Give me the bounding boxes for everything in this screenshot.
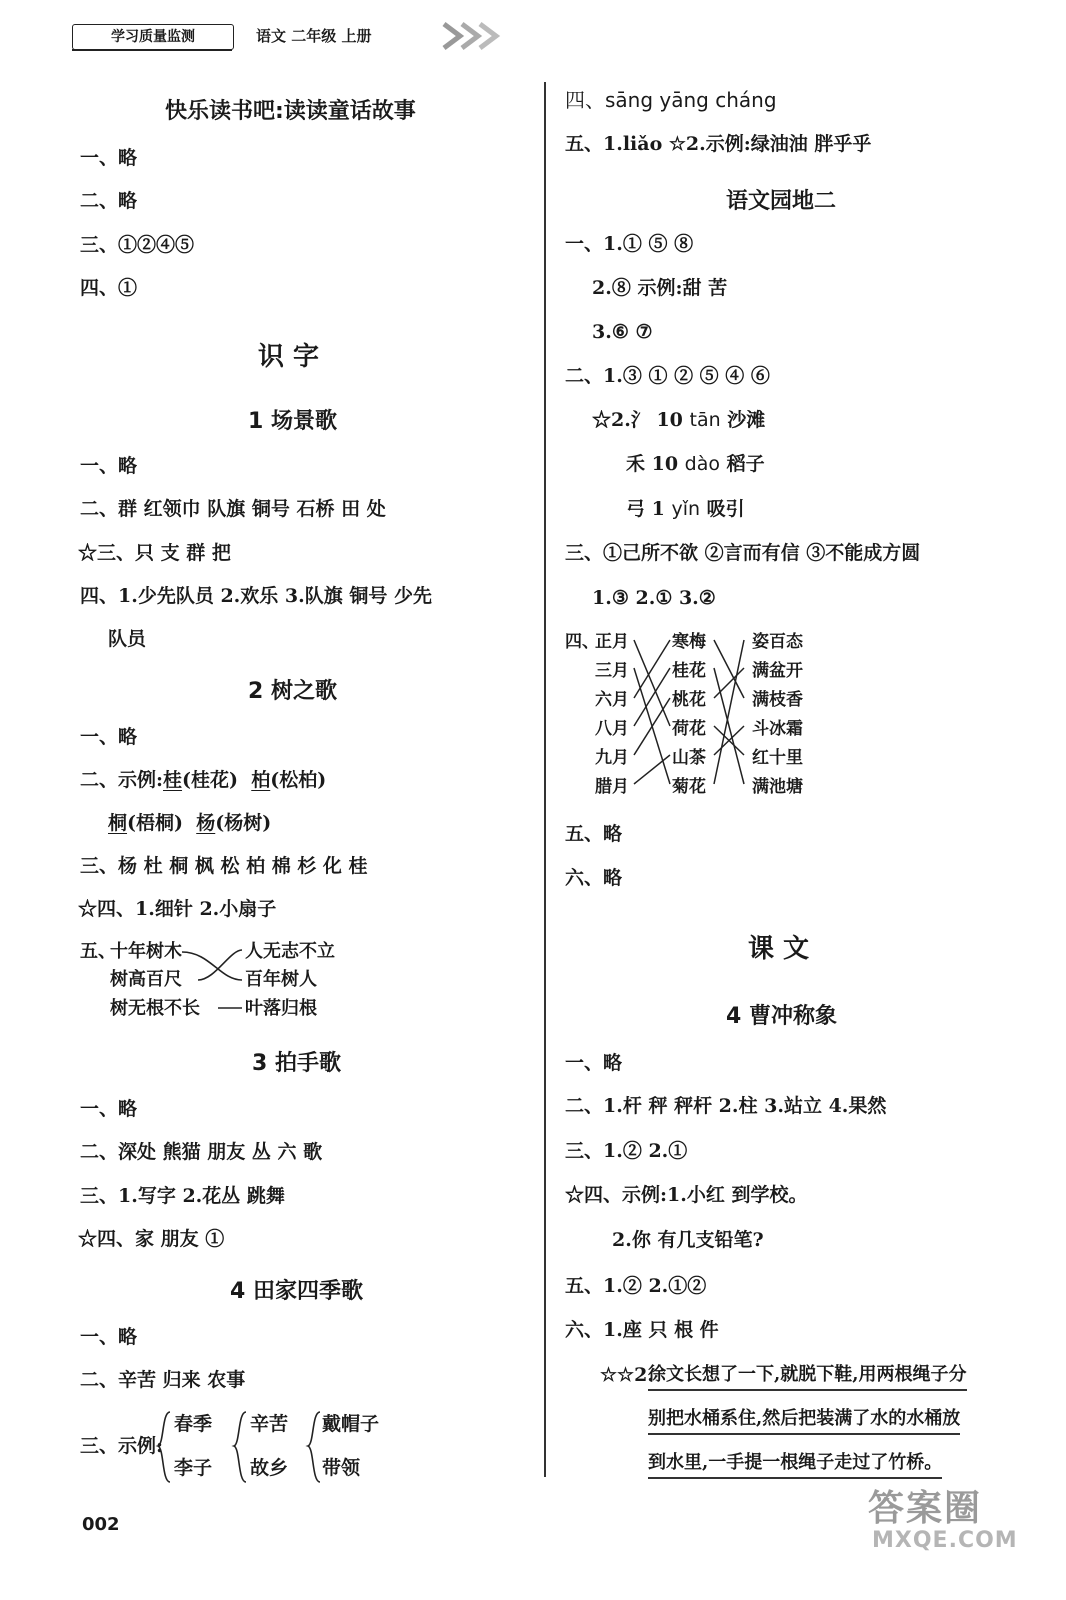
grouped-word: 春季 <box>174 1413 213 1435</box>
grouped-word: 李子 <box>174 1457 213 1479</box>
answer-line: 二、1.③ ① ② ⑤ ④ ⑥ <box>565 365 770 387</box>
answer-line <box>626 452 765 476</box>
answer-line: 四、① <box>80 277 138 299</box>
underlined-char: 杨 <box>196 812 216 834</box>
page-number: 002 <box>82 1514 120 1535</box>
answer-text: (松柏) <box>270 769 327 791</box>
answer-line: 三、杨 杜 桐 枫 松 柏 棉 杉 化 桂 <box>80 855 368 877</box>
match-flower: 菊花 <box>672 777 706 797</box>
grouped-word: 故乡 <box>250 1457 289 1479</box>
answer-line: 二、1.杆 秤 秤杆 2.柱 3.站立 4.果然 <box>565 1095 887 1117</box>
underlined-char: 柏 <box>251 769 271 791</box>
answer-line: ☆四、家 朋友 ① <box>78 1228 225 1250</box>
proverb-right-3: 叶落归根 <box>245 998 317 1019</box>
answer-line: 五、1.② 2.①② <box>565 1275 707 1297</box>
match-flower: 山茶 <box>672 748 706 768</box>
proverb-right-2: 百年树人 <box>245 969 317 990</box>
lesson-title-4: 4 田家四季歌 <box>230 1279 363 1304</box>
match-flower: 寒梅 <box>672 632 706 652</box>
answer-text: (杨树) <box>215 812 272 834</box>
answer-line <box>108 811 271 835</box>
answer-line: 2.⑧ 示例:甜 苦 <box>592 277 728 299</box>
answer-text: 禾 10 <box>626 453 685 475</box>
answer-line: ☆四、1.细针 2.小扇子 <box>78 898 277 920</box>
answer-line: ☆三、只 支 群 把 <box>78 542 231 564</box>
answer-text: (梧桐) <box>127 812 183 834</box>
lesson-title-2: 2 树之歌 <box>248 679 337 704</box>
match-month: 八月 <box>595 719 629 739</box>
brace-icons <box>158 1408 338 1488</box>
answer-paragraph-line: 徐文长想了一下,就脱下鞋,用两根绳子分 <box>648 1363 967 1391</box>
unit-title-texts: 课 文 <box>748 934 810 964</box>
answer-line: 1.③ 2.① 3.② <box>592 587 716 609</box>
answer-line <box>80 768 326 792</box>
answer-line: 三、1.写字 2.花丛 跳舞 <box>80 1185 285 1207</box>
answer-line: 3.⑥ ⑦ <box>592 321 653 343</box>
answer-line: 六、略 <box>565 867 623 889</box>
header-badge: 学习质量监测 <box>72 24 234 50</box>
answer-line: 一、略 <box>80 1326 138 1348</box>
answer-paragraph-line: 别把水桶系住,然后把装满了水的水桶放 <box>648 1407 960 1435</box>
answer-line: 一、略 <box>80 726 138 748</box>
lesson-title-3: 3 拍手歌 <box>252 1051 341 1076</box>
underlined-char: 桐 <box>108 812 128 834</box>
answer-line: 三、①己所不欲 ②言而有信 ③不能成方圆 <box>565 542 921 564</box>
proverb-left-1: 十年树木 <box>110 941 182 962</box>
answer-line <box>626 497 745 521</box>
watermark-url: MXQE.COM <box>872 1528 1018 1553</box>
answer-line <box>592 408 765 432</box>
match-phrase: 斗冰霜 <box>752 719 803 739</box>
match-month: 六月 <box>595 690 629 710</box>
answer-line: 一、略 <box>80 147 138 169</box>
match-flower: 桃花 <box>672 690 706 710</box>
answer-line: 2.你 有几支铅笔? <box>612 1229 764 1251</box>
match-month: 三月 <box>595 661 629 681</box>
answer-label: ☆☆2. <box>600 1364 654 1386</box>
column-divider <box>544 82 546 1477</box>
answer-text: ☆2.氵 10 <box>592 409 690 431</box>
watermark-logo: 答案圈 <box>868 1488 983 1529</box>
header-info: 语文 二年级 上册 <box>256 27 372 45</box>
proverb-match-lines <box>180 940 250 1020</box>
answer-line: 四、sāng yāng cháng <box>565 88 777 112</box>
match-phrase: 满枝香 <box>752 690 803 710</box>
match-phrase: 红十里 <box>752 748 803 768</box>
answer-line: 五、1.liǎo ☆2.示例:绿油油 胖乎乎 <box>565 133 872 155</box>
match-phrase: 满池塘 <box>752 777 803 797</box>
answer-label: 四、 <box>565 632 599 652</box>
chevron-arrows-icon <box>442 18 514 54</box>
answer-text: 吸引 <box>700 498 745 520</box>
section-title-garden: 语文园地二 <box>726 189 837 214</box>
answer-line: 二、群 红领巾 队旗 铜号 石桥 田 处 <box>80 498 386 520</box>
answer-line: 三、①②④⑤ <box>80 234 195 256</box>
answer-line: 六、1.座 只 根 件 <box>565 1319 719 1341</box>
proverb-right-1: 人无志不立 <box>245 941 335 962</box>
answer-text: 沙滩 <box>720 409 766 431</box>
answer-line: ☆四、示例:1.小红 到学校。 <box>565 1184 808 1206</box>
answer-label: 五、 <box>80 941 116 962</box>
pinyin-text: dào <box>684 453 720 475</box>
answer-label: 二、示例: <box>80 769 164 791</box>
grouped-word: 戴帽子 <box>322 1413 380 1435</box>
answer-line: 四、1.少先队员 2.欢乐 3.队旗 铜号 少先 <box>80 585 432 607</box>
answer-line: 二、略 <box>80 190 138 212</box>
answer-line: 二、辛苦 归来 农事 <box>80 1369 246 1391</box>
underlined-char: 桂 <box>163 769 183 791</box>
lesson-title-1: 1 场景歌 <box>248 409 337 434</box>
answer-line: 队员 <box>108 628 147 650</box>
answer-line: 一、略 <box>80 1098 138 1120</box>
answer-paragraph-line: 到水里,一手提一根绳子走过了竹桥。 <box>648 1451 942 1479</box>
lesson-title-cao-chong: 4 曹冲称象 <box>726 1004 837 1029</box>
answer-line: 一、略 <box>565 1052 623 1074</box>
answer-text: 弓 1 <box>626 498 672 520</box>
grouped-word: 带领 <box>322 1457 361 1479</box>
match-phrase: 姿百态 <box>752 632 803 652</box>
pinyin-text: tān <box>689 409 721 431</box>
answer-line: 二、深处 熊猫 朋友 丛 六 歌 <box>80 1141 323 1163</box>
answer-line: 一、略 <box>80 455 138 477</box>
match-month: 腊月 <box>595 777 629 797</box>
proverb-left-3: 树无根不长 <box>110 998 200 1019</box>
header-rule <box>72 49 232 51</box>
grouped-word: 辛苦 <box>250 1413 289 1435</box>
answer-label: 三、示例: <box>80 1435 164 1457</box>
unit-title-literacy: 识 字 <box>258 342 320 372</box>
answer-text: 稻子 <box>720 453 765 475</box>
answer-line: 五、略 <box>565 823 623 845</box>
match-month: 正月 <box>595 632 629 652</box>
answer-line: 一、1.① ⑤ ⑧ <box>565 233 694 255</box>
pinyin-text: yǐn <box>671 498 701 520</box>
match-month: 九月 <box>595 748 629 768</box>
match-phrase: 满盆开 <box>752 661 803 681</box>
match-flower: 荷花 <box>672 719 706 739</box>
proverb-left-2: 树高百尺 <box>110 969 182 990</box>
match-flower: 桂花 <box>672 661 706 681</box>
answer-text: (桂花) <box>182 769 239 791</box>
section-title-reading: 快乐读书吧:读读童话故事 <box>165 99 416 124</box>
answer-line: 三、1.② 2.① <box>565 1140 688 1162</box>
